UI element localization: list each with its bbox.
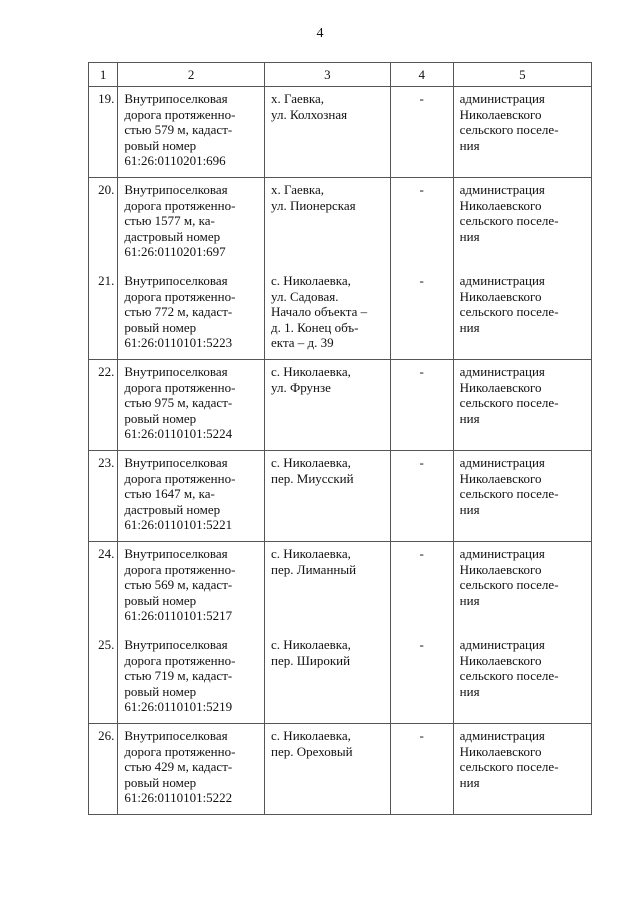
road-owner-line: ния: [459, 774, 480, 790]
road-description-line: 61:26:0110201:697: [124, 244, 226, 259]
road-description-line: дорога протяженно-: [124, 197, 236, 213]
road-owner: [453, 360, 591, 451]
column-4-value: -: [390, 451, 453, 542]
road-owner-line: ния: [459, 683, 480, 699]
road-address-line: с. Николаевка,: [271, 273, 351, 288]
row-number: 23.: [89, 451, 118, 542]
road-address-line: пер. Широкий: [271, 652, 351, 668]
column-4-value: -: [390, 360, 453, 451]
table-row: [89, 360, 592, 451]
road-address-line: ул. Пионерская: [271, 197, 356, 213]
road-owner-line: администрация: [459, 182, 545, 197]
page-number: 4: [316, 26, 324, 41]
road-address-line: д. 1. Конец объ-: [271, 319, 359, 335]
column-4-value: -: [390, 724, 453, 815]
road-owner-line: ния: [459, 410, 480, 426]
road-owner: [453, 724, 591, 815]
road-owner-line: ния: [459, 319, 480, 335]
road-description-line: ровый номер: [124, 592, 197, 608]
table-row: [89, 87, 592, 178]
road-description-line: ровый номер: [124, 410, 197, 426]
road-description-line: 61:26:0110201:696: [124, 153, 226, 168]
column-4-value: -: [390, 633, 453, 724]
table-body: [89, 87, 592, 815]
road-description-line: 61:26:0110101:5221: [124, 517, 233, 532]
road-owner: [453, 451, 591, 542]
road-owner-line: Николаевского: [459, 379, 542, 395]
road-owner-line: Николаевского: [459, 561, 542, 577]
road-description-line: ровый номер: [124, 774, 197, 790]
table-header: [89, 63, 592, 87]
road-owner: [453, 269, 591, 360]
road-description: [118, 542, 265, 633]
table-row: [89, 269, 592, 360]
road-owner-line: администрация: [459, 91, 545, 106]
row-number: 20.: [89, 178, 118, 269]
road-owner: [453, 87, 591, 178]
road-description-line: стью 429 м, кадаст-: [124, 759, 233, 774]
table-row: [89, 451, 592, 542]
road-address-line: с. Николаевка,: [271, 364, 351, 379]
road-address: [265, 87, 391, 178]
road-description-line: дастровый номер: [124, 228, 221, 244]
road-owner: [453, 178, 591, 269]
road-description-line: дастровый номер: [124, 501, 221, 517]
road-description-line: дорога протяженно-: [124, 561, 236, 577]
road-owner-line: сельского поселе-: [459, 122, 559, 137]
road-owner: [453, 542, 591, 633]
road-description-line: 61:26:0110101:5219: [124, 699, 233, 714]
road-address-line: х. Гаевка,: [271, 182, 325, 197]
road-owner-line: администрация: [459, 273, 545, 288]
road-address-line: пер. Лиманный: [271, 561, 357, 577]
road-description-line: Внутрипоселковая: [124, 182, 228, 197]
row-number: 24.: [89, 542, 118, 633]
table-row: [89, 178, 592, 269]
road-description-line: стью 1647 м, ка-: [124, 486, 215, 501]
header-col-2: 2: [118, 63, 265, 87]
road-address-line: екта – д. 39: [271, 335, 334, 350]
table-row: [89, 633, 592, 724]
road-owner-line: администрация: [459, 455, 545, 470]
road-address-line: с. Николаевка,: [271, 546, 351, 561]
header-col-4: 4: [390, 63, 453, 87]
road-owner-line: администрация: [459, 728, 545, 743]
road-description-line: дорога протяженно-: [124, 470, 236, 486]
road-owner-line: ния: [459, 501, 480, 517]
road-owner-line: сельского поселе-: [459, 668, 559, 683]
road-description-line: дорога протяженно-: [124, 743, 236, 759]
road-description-line: стью 975 м, кадаст-: [124, 395, 233, 410]
road-owner-line: сельского поселе-: [459, 577, 559, 592]
road-description-line: 61:26:0110101:5223: [124, 335, 233, 350]
road-owner-line: сельского поселе-: [459, 486, 559, 501]
road-address: [265, 178, 391, 269]
road-description-line: 61:26:0110101:5222: [124, 790, 233, 805]
road-owner-line: администрация: [459, 637, 545, 652]
road-address: [265, 724, 391, 815]
roads-table: [88, 62, 592, 815]
road-owner-line: Николаевского: [459, 652, 542, 668]
column-4-value: -: [390, 87, 453, 178]
road-address-line: с. Николаевка,: [271, 728, 351, 743]
row-number: 19.: [89, 87, 118, 178]
road-address-line: ул. Садовая.: [271, 288, 339, 304]
road-description: [118, 724, 265, 815]
road-description-line: стью 772 м, кадаст-: [124, 304, 233, 319]
header-col-3: 3: [265, 63, 391, 87]
road-owner-line: администрация: [459, 546, 545, 561]
road-description-line: Внутрипоселковая: [124, 455, 228, 470]
road-owner-line: сельского поселе-: [459, 304, 559, 319]
road-owner-line: сельского поселе-: [459, 759, 559, 774]
road-description: [118, 633, 265, 724]
road-address: [265, 360, 391, 451]
road-owner-line: Николаевского: [459, 106, 542, 122]
road-owner-line: администрация: [459, 364, 545, 379]
table-row: [89, 542, 592, 633]
road-description-line: стью 569 м, кадаст-: [124, 577, 233, 592]
road-description-line: Внутрипоселковая: [124, 364, 228, 379]
column-4-value: -: [390, 542, 453, 633]
row-number: 25.: [89, 633, 118, 724]
road-owner: [453, 633, 591, 724]
road-description: [118, 87, 265, 178]
road-owner-line: Николаевского: [459, 197, 542, 213]
road-description-line: ровый номер: [124, 683, 197, 699]
road-description-line: стью 1577 м, ка-: [124, 213, 215, 228]
row-number: 22.: [89, 360, 118, 451]
road-description-line: 61:26:0110101:5217: [124, 608, 233, 623]
road-owner-line: Николаевского: [459, 288, 542, 304]
road-description-line: Внутрипоселковая: [124, 91, 228, 106]
road-address: [265, 269, 391, 360]
road-address-line: пер. Ореховый: [271, 743, 353, 759]
header-col-5: 5: [453, 63, 591, 87]
road-owner-line: сельского поселе-: [459, 213, 559, 228]
road-description-line: дорога протяженно-: [124, 379, 236, 395]
road-address-line: с. Николаевка,: [271, 637, 351, 652]
road-address-line: с. Николаевка,: [271, 455, 351, 470]
road-owner-line: Николаевского: [459, 470, 542, 486]
road-description-line: стью 719 м, кадаст-: [124, 668, 233, 683]
road-address-line: пер. Миусский: [271, 470, 354, 486]
road-description-line: Внутрипоселковая: [124, 273, 228, 288]
column-4-value: -: [390, 269, 453, 360]
road-description-line: 61:26:0110101:5224: [124, 426, 233, 441]
road-address-line: х. Гаевка,: [271, 91, 325, 106]
road-owner-line: ния: [459, 592, 480, 608]
road-owner-line: Николаевского: [459, 743, 542, 759]
road-description-line: дорога протяженно-: [124, 288, 236, 304]
road-description-line: Внутрипоселковая: [124, 546, 228, 561]
road-owner-line: ния: [459, 137, 480, 153]
row-number: 26.: [89, 724, 118, 815]
road-description: [118, 451, 265, 542]
row-number: 21.: [89, 269, 118, 360]
road-description: [118, 178, 265, 269]
road-address-line: Начало объекта –: [271, 304, 368, 319]
road-description-line: дорога протяженно-: [124, 106, 236, 122]
road-description-line: Внутрипоселковая: [124, 637, 228, 652]
road-address-line: ул. Колхозная: [271, 106, 348, 122]
road-address: [265, 451, 391, 542]
road-address: [265, 542, 391, 633]
road-owner-line: сельского поселе-: [459, 395, 559, 410]
road-description: [118, 360, 265, 451]
road-description-line: ровый номер: [124, 137, 197, 153]
road-description-line: Внутрипоселковая: [124, 728, 228, 743]
road-description-line: дорога протяженно-: [124, 652, 236, 668]
road-address-line: ул. Фрунзе: [271, 379, 331, 395]
road-description-line: стью 579 м, кадаст-: [124, 122, 233, 137]
header-col-1: 1: [89, 63, 118, 87]
road-address: [265, 633, 391, 724]
table-row: [89, 724, 592, 815]
road-description-line: ровый номер: [124, 319, 197, 335]
road-description: [118, 269, 265, 360]
column-4-value: -: [390, 178, 453, 269]
road-owner-line: ния: [459, 228, 480, 244]
